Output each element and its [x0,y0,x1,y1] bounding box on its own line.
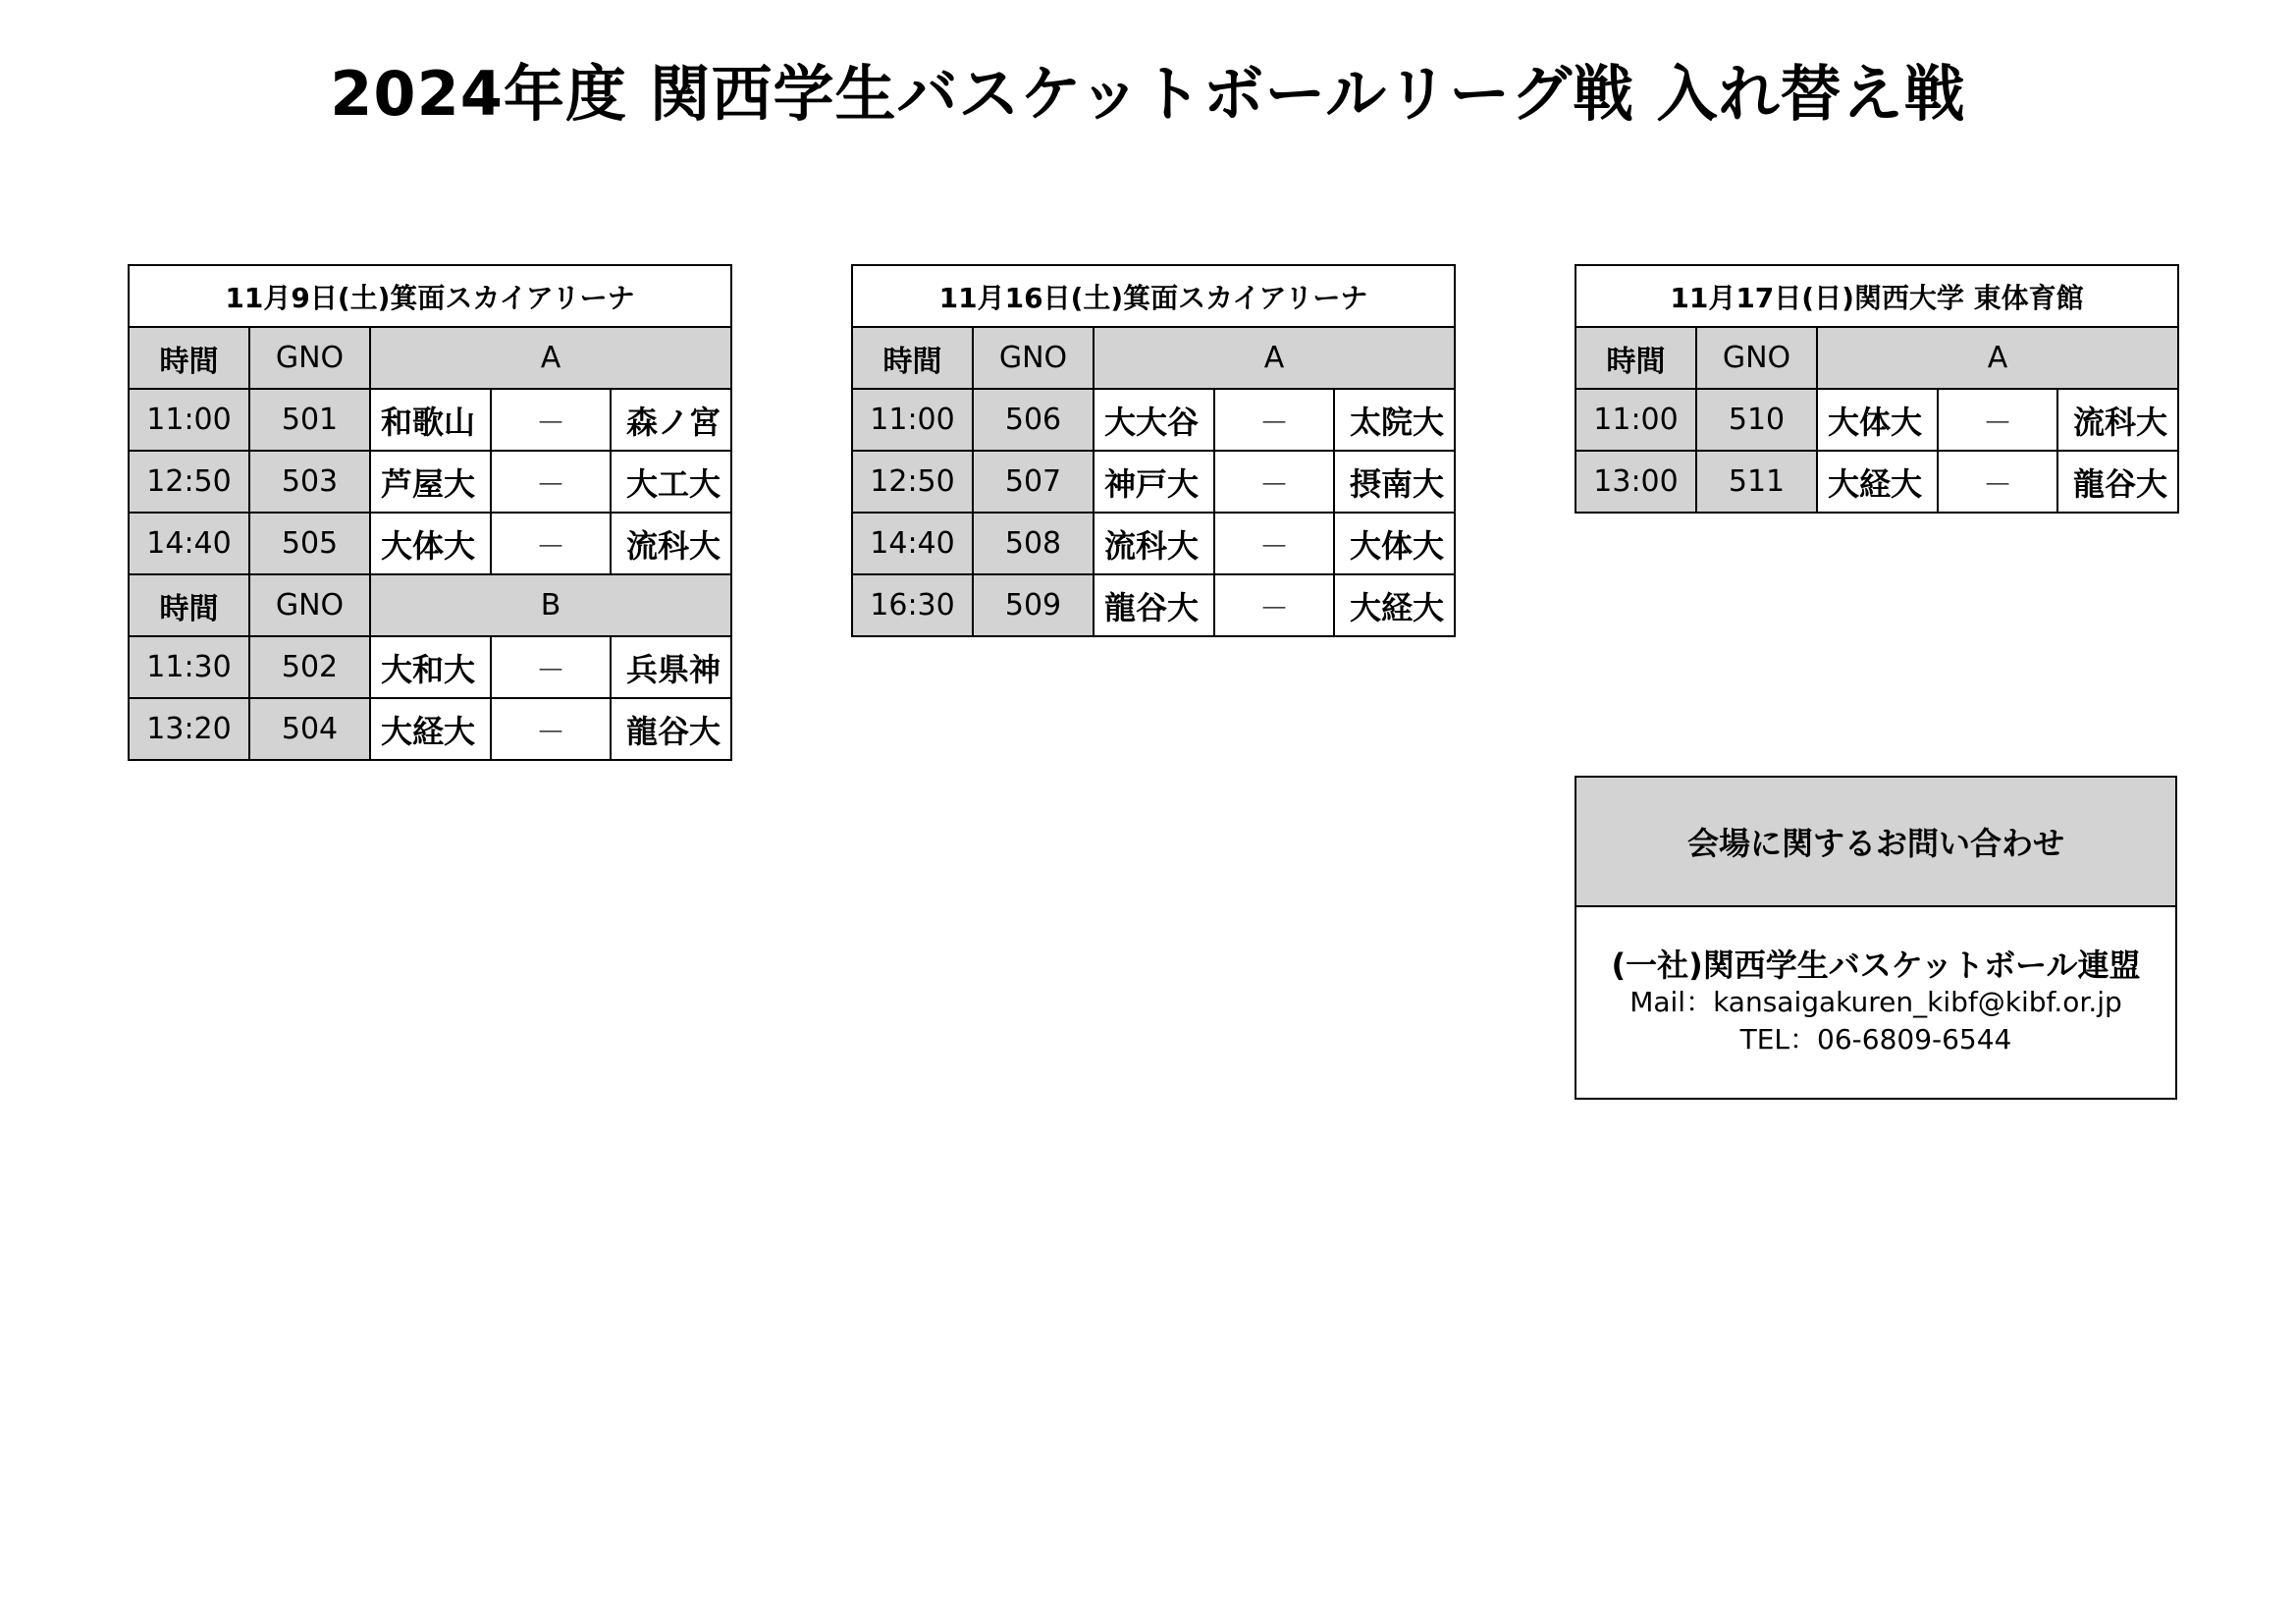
home-team-cell: 芦屋大 [370,451,491,513]
home-team-cell: 大和大 [370,636,491,698]
table-row [129,389,731,451]
venue-title: 11月9日(土)箕面スカイアリーナ [129,265,731,327]
schedule-table-nov9 [128,264,732,761]
time-cell: 14:40 [852,513,973,574]
schedule-table-nov16 [851,264,1456,637]
header-row [1575,327,2178,389]
away-team-cell: 森ノ宮 [611,389,731,451]
contact-email: Mail：kansaigakuren_kibf@kibf.or.jp [1629,986,2122,1018]
table-row [852,389,1455,451]
home-team-cell: 龍谷大 [1094,574,1214,636]
header-row [129,327,731,389]
versus-cell: － [491,389,611,451]
home-team-cell: 神戸大 [1094,451,1214,513]
versus-cell: － [1938,451,2057,513]
away-team-cell: 大工大 [611,451,731,513]
time-cell: 14:40 [129,513,249,574]
versus-cell: － [491,451,611,513]
time-cell: 13:00 [1575,451,1696,513]
col-time-header: 時間 [129,574,249,636]
organization-name: (一社)関西学生バスケットボール連盟 [1611,947,2141,984]
versus-cell: － [491,513,611,574]
gno-cell: 503 [249,451,370,513]
gno-cell: 508 [973,513,1094,574]
gno-cell: 506 [973,389,1094,451]
venue-row [1575,265,2178,327]
home-team-cell: 大体大 [1817,389,1938,451]
header-row [852,327,1455,389]
home-team-cell: 和歌山 [370,389,491,451]
table-row [1575,451,2178,513]
table-row [129,636,731,698]
col-gno-header: GNO [973,327,1094,389]
away-team-cell: 太院大 [1334,389,1455,451]
time-cell: 16:30 [852,574,973,636]
contact-box [1575,776,2177,1100]
group-header: A [1094,327,1455,389]
header-row [129,574,731,636]
away-team-cell: 龍谷大 [611,698,731,760]
time-cell: 12:50 [129,451,249,513]
home-team-cell: 大経大 [1817,451,1938,513]
versus-cell: － [1214,513,1334,574]
home-team-cell: 流科大 [1094,513,1214,574]
col-time-header: 時間 [1575,327,1696,389]
gno-cell: 510 [1696,389,1817,451]
group-header: A [1817,327,2178,389]
schedule-table-nov17 [1575,264,2179,514]
gno-cell: 504 [249,698,370,760]
versus-cell: － [1214,574,1334,636]
table-row [129,451,731,513]
time-cell: 11:00 [129,389,249,451]
time-cell: 13:20 [129,698,249,760]
gno-cell: 505 [249,513,370,574]
gno-cell: 509 [973,574,1094,636]
gno-cell: 501 [249,389,370,451]
away-team-cell: 大体大 [1334,513,1455,574]
home-team-cell: 大大谷 [1094,389,1214,451]
versus-cell: － [1938,389,2057,451]
table-row [1575,389,2178,451]
time-cell: 12:50 [852,451,973,513]
away-team-cell: 大経大 [1334,574,1455,636]
away-team-cell: 流科大 [2057,389,2178,451]
venue-row [852,265,1455,327]
venue-row [129,265,731,327]
away-team-cell: 龍谷大 [2057,451,2178,513]
table-row [129,698,731,760]
col-gno-header: GNO [1696,327,1817,389]
venue-title: 11月17日(日)関西大学 東体育館 [1575,265,2178,327]
home-team-cell: 大経大 [370,698,491,760]
time-cell: 11:30 [129,636,249,698]
time-cell: 11:00 [1575,389,1696,451]
gno-cell: 502 [249,636,370,698]
gno-cell: 507 [973,451,1094,513]
table-row [852,451,1455,513]
versus-cell: － [1214,451,1334,513]
table-row [129,513,731,574]
versus-cell: － [491,698,611,760]
col-gno-header: GNO [249,574,370,636]
gno-cell: 511 [1696,451,1817,513]
away-team-cell: 兵県神 [611,636,731,698]
contact-heading: 会場に関するお問い合わせ [1576,778,2175,907]
page-title: 2024年度 関西学生バスケットボールリーグ戦 入れ替え戦 [330,58,1966,130]
away-team-cell: 摂南大 [1334,451,1455,513]
group-header: A [370,327,731,389]
col-time-header: 時間 [129,327,249,389]
away-team-cell: 流科大 [611,513,731,574]
group-header: B [370,574,731,636]
time-cell: 11:00 [852,389,973,451]
home-team-cell: 大体大 [370,513,491,574]
col-time-header: 時間 [852,327,973,389]
col-gno-header: GNO [249,327,370,389]
venue-title: 11月16日(土)箕面スカイアリーナ [852,265,1455,327]
versus-cell: － [1214,389,1334,451]
contact-details [1576,907,2175,1098]
versus-cell: － [491,636,611,698]
contact-phone: TEL：06-6809-6544 [1739,1023,2012,1056]
table-row [852,513,1455,574]
table-row [852,574,1455,636]
